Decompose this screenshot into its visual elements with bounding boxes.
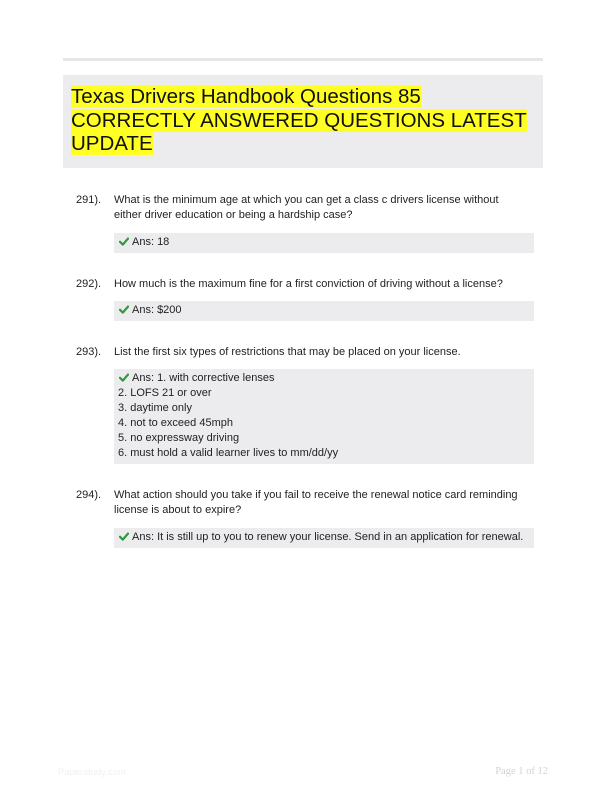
answer-box [114,528,534,548]
answer-box [114,233,534,253]
question-text: What is the minimum age at which you can get a class c drivers license without either driver education or being a hardship case? [114,194,499,221]
footer-watermark: Paperstudy.com [58,767,126,778]
answer-box [114,301,534,321]
answer-line: 6. must hold a valid learner lives to mm/dd/yy [118,447,339,459]
answer-line [118,371,534,386]
answer-line: 4. not to exceed 45mph [118,417,233,429]
check-icon [119,373,129,382]
question-number: 293). [76,346,102,358]
answer-line: 5. no expressway driving [118,432,240,444]
page-number: Page 1 of 12 [495,766,548,777]
title-banner [63,75,543,168]
question-text: What action should you take if you fail to receive the renewal notice card reminding license is about to expire? [114,489,518,516]
check-icon [119,305,129,314]
title-line-2: CORRECTLY ANSWERED QUESTIONS LATEST [71,108,527,132]
answer-line: 3. daytime only [118,402,192,414]
answer-text: Ans: 1. with corrective lenses [132,372,275,384]
check-icon [119,237,129,246]
question-text: List the first six types of restrictions that may be placed on your license. [114,346,461,358]
question-number: 291). [76,194,102,206]
answer-line [118,235,534,250]
check-icon [119,532,129,541]
question-text: How much is the maximum fine for a first conviction of driving without a license? [114,278,503,290]
answer-box [114,369,534,464]
answer-text: Ans: $200 [132,304,182,316]
answer-text: Ans: 18 [132,236,170,248]
question-number: 292). [76,278,102,290]
document-title [71,85,533,156]
answer-text: Ans: It is still up to you to renew your license. Send in an application for renewal. [132,531,524,543]
answer-line: 2. LOFS 21 or over [118,387,212,399]
question-number: 294). [76,489,102,501]
title-line-1: Texas Drivers Handbook Questions 85 [71,85,421,108]
title-line-3: UPDATE [71,132,153,155]
top-divider [63,58,543,61]
answer-line [118,303,534,318]
answer-line [118,530,534,545]
